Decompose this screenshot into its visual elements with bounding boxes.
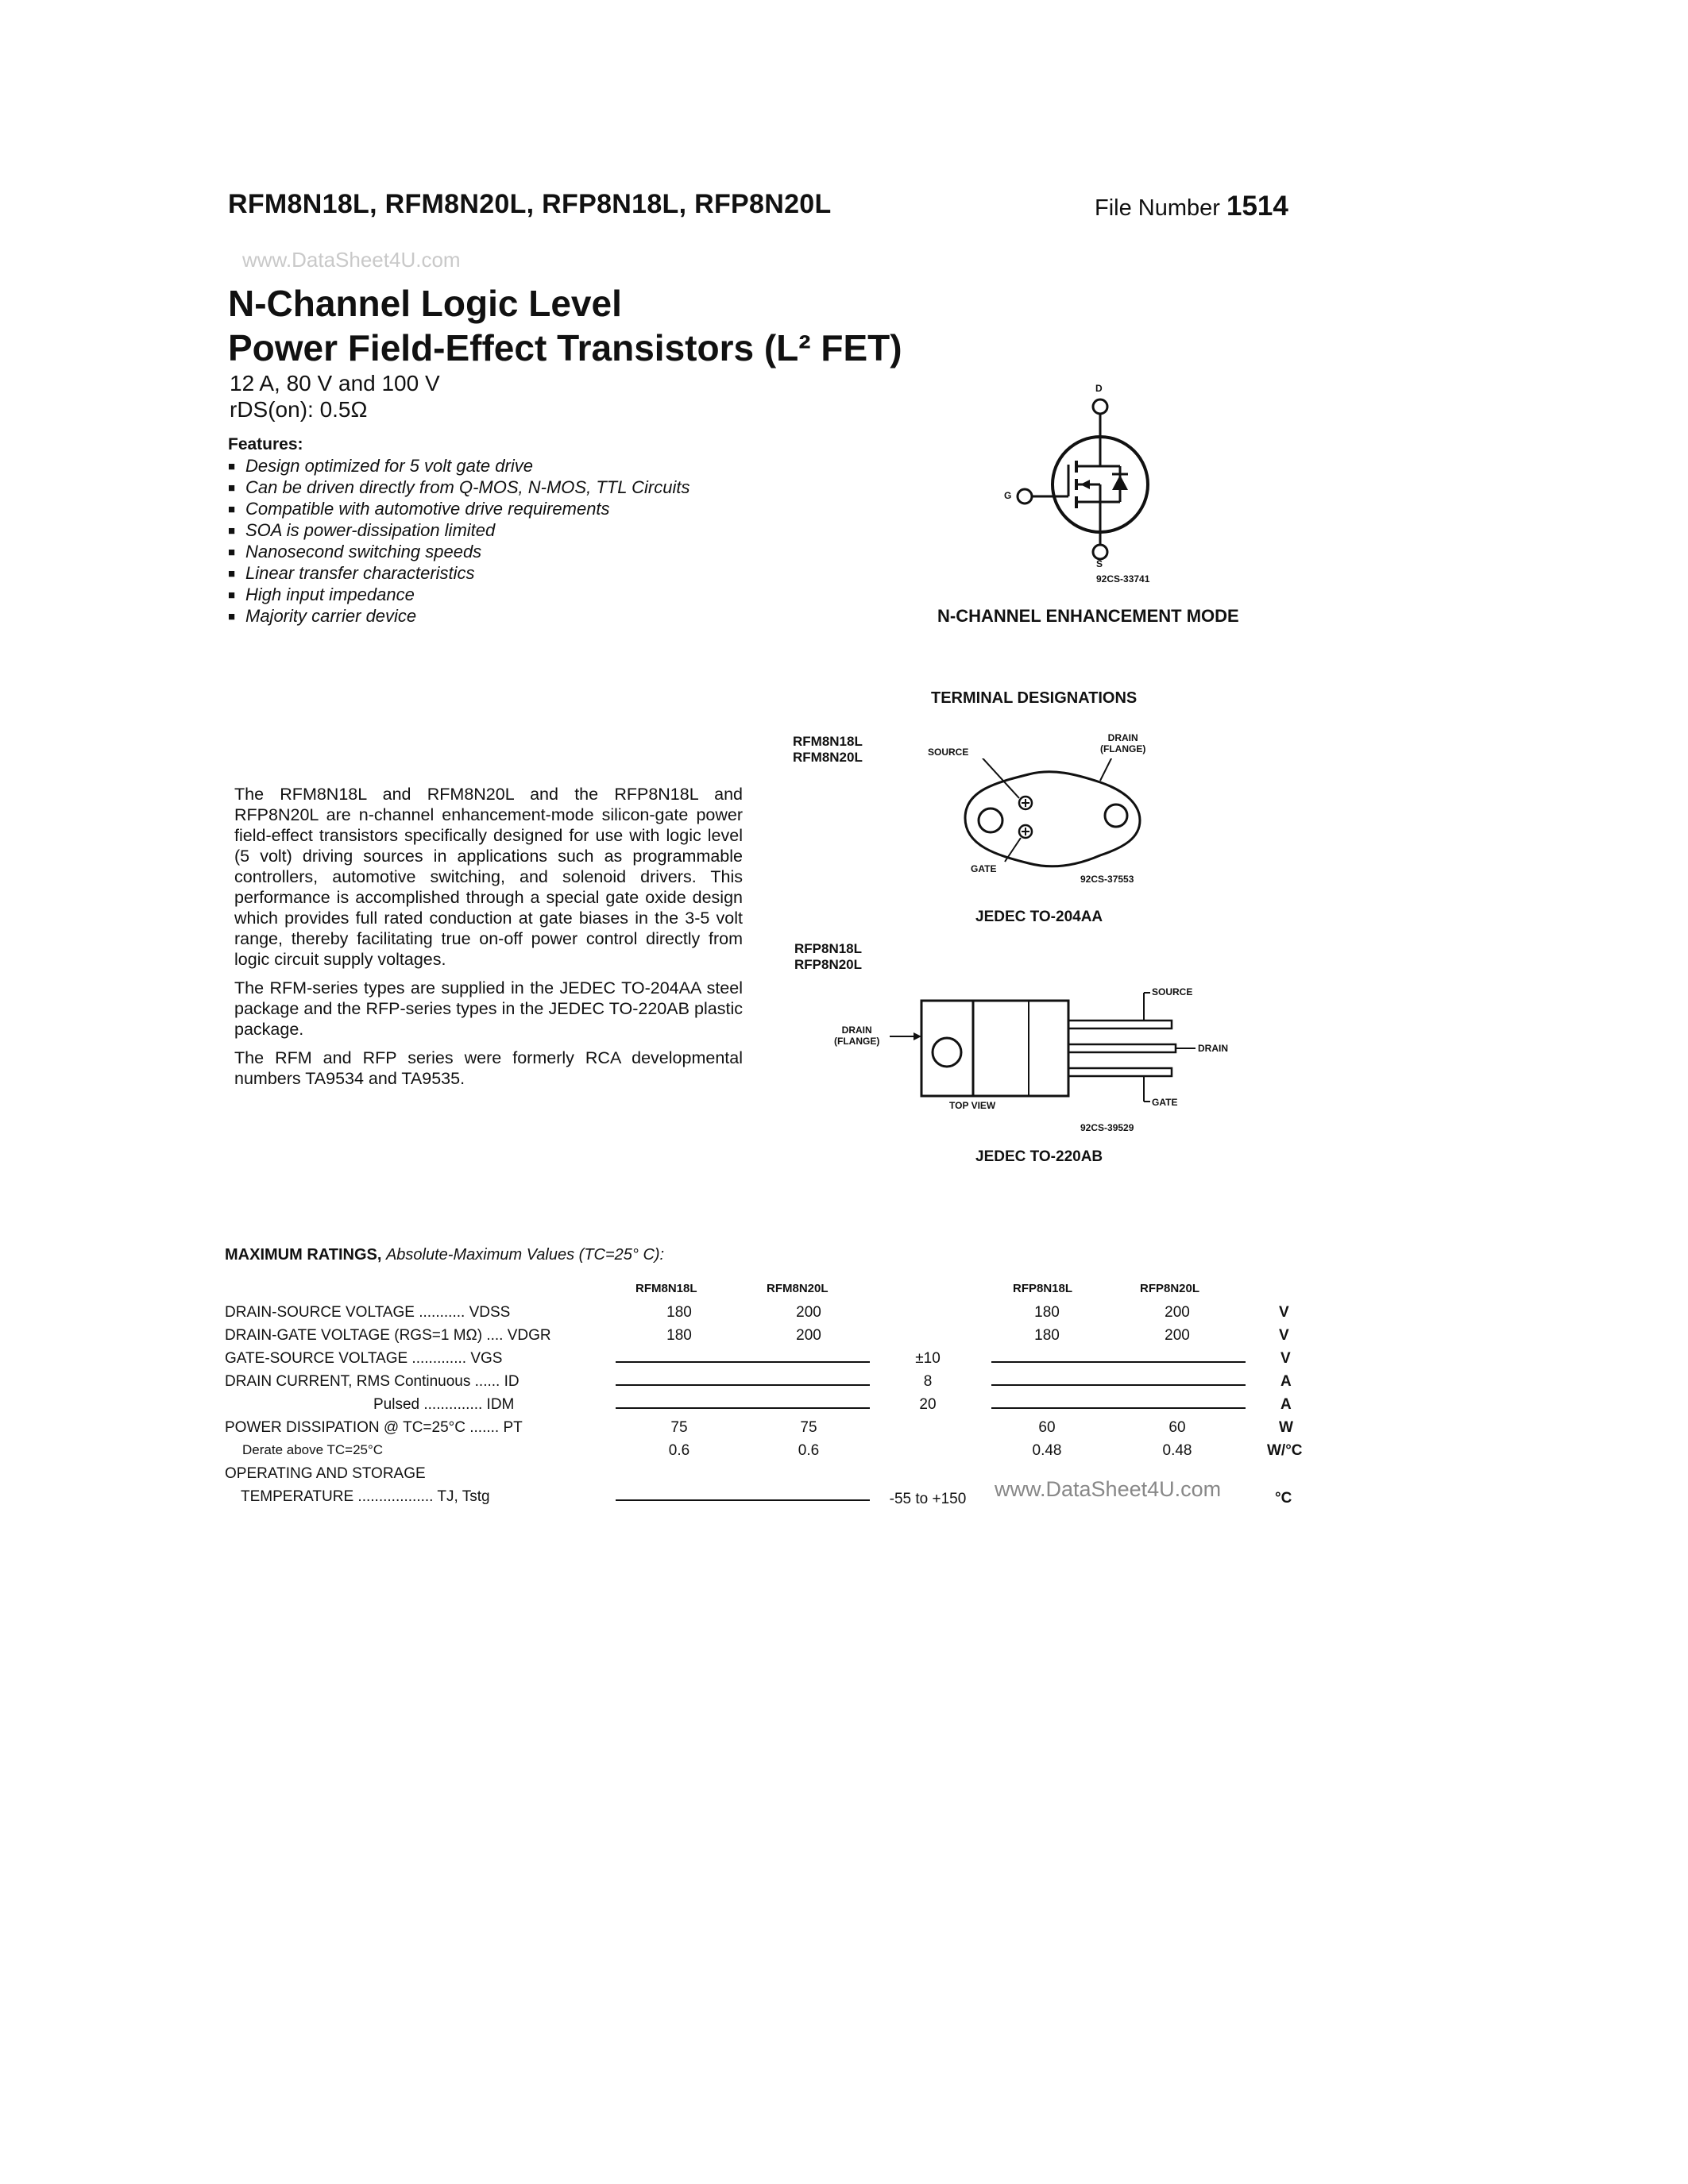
features-heading: Features: — [228, 435, 303, 453]
title-line2: Power Field-Effect Transistors (L² FET) — [228, 327, 902, 369]
feature-item: ■ High input impedance — [228, 585, 690, 606]
part-numbers-header: RFM8N18L, RFM8N20L, RFP8N18L, RFP8N20L — [228, 189, 832, 219]
rating-value: 0.48 — [1032, 1442, 1062, 1459]
file-number-label: File Number — [1095, 195, 1220, 221]
span-line — [991, 1407, 1246, 1409]
rating-value: 180 — [666, 1327, 692, 1344]
symbol-figure-code: 92CS-33741 — [1096, 573, 1150, 585]
ratings-heading-bold: MAXIMUM RATINGS, — [225, 1246, 382, 1264]
pkg1-part-line2: RFM8N20L — [793, 750, 863, 765]
pkg1-part-numbers — [793, 734, 863, 766]
rating-unit: W — [1279, 1419, 1293, 1436]
terminal-designations-heading: TERMINAL DESIGNATIONS — [931, 689, 1138, 707]
rating-value: 200 — [1165, 1304, 1190, 1321]
ratings-heading — [225, 1246, 664, 1264]
pkg2-top-view-label: TOP VIEW — [949, 1100, 996, 1111]
description-paragraph: The RFM-series types are supplied in the JEDEC TO-204AA steel package and the RFP-series types in the JEDEC TO-220AB plastic package. — [234, 978, 743, 1039]
pkg2-part-line1: RFP8N18L — [794, 941, 863, 956]
file-number — [1095, 191, 1288, 222]
description-paragraph: The RFM8N18L and RFM8N20L and the RFP8N18L and RFP8N20L are n-channel enhancement-mode silicon-gate power field-effect transistors specifically designed for use with logic level (5 volt) driving sources in applications such as programmable controllers, automotive switching, and solenoid drivers. This performance is accomplished through a special gate oxide design which provides full rated conduction at gate biases in the 3-5 volt range, thereby facilitating true on-off power control directly from logic circuit supply voltages. — [234, 785, 743, 969]
rating-row-label: TEMPERATURE .................. TJ, Tstg — [241, 1488, 490, 1505]
drain-pin-label: D — [1095, 383, 1103, 394]
column-header: RFM8N18L — [635, 1282, 697, 1295]
span-line — [991, 1384, 1246, 1386]
rating-row-label: GATE-SOURCE VOLTAGE ............. VGS — [225, 1350, 503, 1367]
description-paragraph: The RFM and RFP series were formerly RCA developmental numbers TA9534 and TA9535. — [234, 1048, 743, 1088]
rating-unit: W/°C — [1267, 1442, 1303, 1459]
rating-value: 0.6 — [668, 1442, 690, 1459]
rating-unit: V — [1280, 1350, 1291, 1367]
pkg1-source-label: SOURCE — [928, 747, 969, 758]
pkg2-gate-label: GATE — [1152, 1097, 1178, 1108]
rating-text: 12 A, 80 V and 100 V — [230, 371, 440, 396]
rating-unit: V — [1279, 1304, 1289, 1321]
pkg1-drain-line2: (FLANGE) — [1100, 743, 1146, 754]
rating-value: -55 to +150 — [889, 1491, 967, 1507]
rating-unit: A — [1280, 1373, 1292, 1390]
pkg2-flange-label — [834, 1024, 879, 1047]
pkg2-source-label: SOURCE — [1152, 986, 1193, 997]
pkg1-drain-label — [1100, 732, 1145, 754]
span-line — [616, 1384, 870, 1386]
pkg1-figure-code: 92CS-37553 — [1080, 874, 1134, 885]
watermark-top: www.DataSheet4U.com — [242, 248, 461, 272]
file-number-value: 1514 — [1226, 191, 1288, 222]
rating-row-label: OPERATING AND STORAGE — [225, 1465, 426, 1482]
rating-row-label: Derate above TC=25°C — [242, 1442, 384, 1457]
pkg2-flange-line1: DRAIN — [841, 1024, 872, 1036]
pkg1-part-line1: RFM8N18L — [793, 734, 863, 749]
rating-row-label: Pulsed .............. IDM — [373, 1396, 515, 1413]
rating-unit: A — [1280, 1396, 1292, 1413]
source-pin-label: S — [1096, 558, 1103, 569]
rating-value: 180 — [1034, 1327, 1060, 1344]
description-text — [234, 784, 743, 1097]
rating-row-label: POWER DISSIPATION @ TC=25°C ....... PT — [225, 1419, 523, 1436]
feature-item: ■ Linear transfer characteristics — [228, 563, 690, 585]
rating-value: ±10 — [915, 1350, 941, 1367]
column-header: RFP8N18L — [1013, 1282, 1073, 1295]
span-line — [991, 1361, 1246, 1363]
rating-value: 60 — [1168, 1419, 1186, 1436]
watermark-bottom: www.DataSheet4U.com — [995, 1477, 1222, 1501]
pkg1-drain-line1: DRAIN — [1107, 732, 1138, 743]
gate-pin-label: G — [1004, 490, 1012, 501]
rating-value: 0.48 — [1162, 1442, 1192, 1459]
column-header: RFP8N20L — [1140, 1282, 1200, 1295]
span-line — [616, 1499, 870, 1501]
rating-value: 8 — [923, 1373, 933, 1390]
rating-value: 20 — [919, 1396, 937, 1413]
pkg2-figure-code: 92CS-39529 — [1080, 1122, 1134, 1133]
feature-item: ■ Majority carrier device — [228, 606, 690, 627]
document-title — [228, 281, 902, 370]
span-line — [616, 1407, 870, 1409]
rating-value: 60 — [1038, 1419, 1056, 1436]
rating-row-label: DRAIN-GATE VOLTAGE (RGS=1 MΩ) .... VDGR — [225, 1327, 551, 1344]
pkg1-caption: JEDEC TO-204AA — [975, 909, 1103, 925]
title-line1: N-Channel Logic Level — [228, 283, 622, 324]
feature-item: ■ Nanosecond switching speeds — [228, 542, 690, 563]
rating-value: 180 — [666, 1304, 692, 1321]
pkg2-flange-line2: (FLANGE) — [834, 1036, 880, 1047]
rating-value: 200 — [796, 1327, 821, 1344]
span-line — [616, 1361, 870, 1363]
pkg2-part-line2: RFP8N20L — [794, 957, 863, 972]
feature-item: ■ Compatible with automotive drive requirements — [228, 499, 690, 520]
rating-unit: V — [1279, 1327, 1289, 1344]
symbol-caption: N-CHANNEL ENHANCEMENT MODE — [937, 606, 1239, 626]
rating-value: 0.6 — [798, 1442, 820, 1459]
rating-value: 75 — [670, 1419, 688, 1436]
pkg2-part-numbers — [794, 941, 862, 973]
rating-value: 200 — [1165, 1327, 1190, 1344]
rating-value: 180 — [1034, 1304, 1060, 1321]
rating-summary — [230, 370, 440, 423]
pkg2-caption: JEDEC TO-220AB — [975, 1148, 1103, 1165]
features-list — [228, 456, 690, 627]
feature-item: ■ Design optimized for 5 volt gate drive — [228, 456, 690, 477]
pkg2-drain-label: DRAIN — [1198, 1043, 1228, 1054]
feature-item: ■ Can be driven directly from Q-MOS, N-MOS, TTL Circuits — [228, 477, 690, 499]
mosfet-symbol-diagram — [993, 381, 1176, 588]
to220ab-package-drawing — [890, 989, 1247, 1108]
column-header: RFM8N20L — [767, 1282, 829, 1295]
rating-value: 75 — [800, 1419, 817, 1436]
ratings-heading-italic: Absolute-Maximum Values (TC=25° C): — [385, 1246, 665, 1264]
rating-value: 200 — [796, 1304, 821, 1321]
pkg1-gate-label: GATE — [971, 863, 997, 874]
feature-item: ■ SOA is power-dissipation limited — [228, 520, 690, 542]
rds-text: rDS(on): 0.5Ω — [230, 397, 368, 422]
rating-row-label: DRAIN-SOURCE VOLTAGE ........... VDSS — [225, 1304, 511, 1321]
rating-row-label: DRAIN CURRENT, RMS Continuous ...... ID — [225, 1373, 520, 1390]
rating-unit: °C — [1275, 1490, 1292, 1507]
